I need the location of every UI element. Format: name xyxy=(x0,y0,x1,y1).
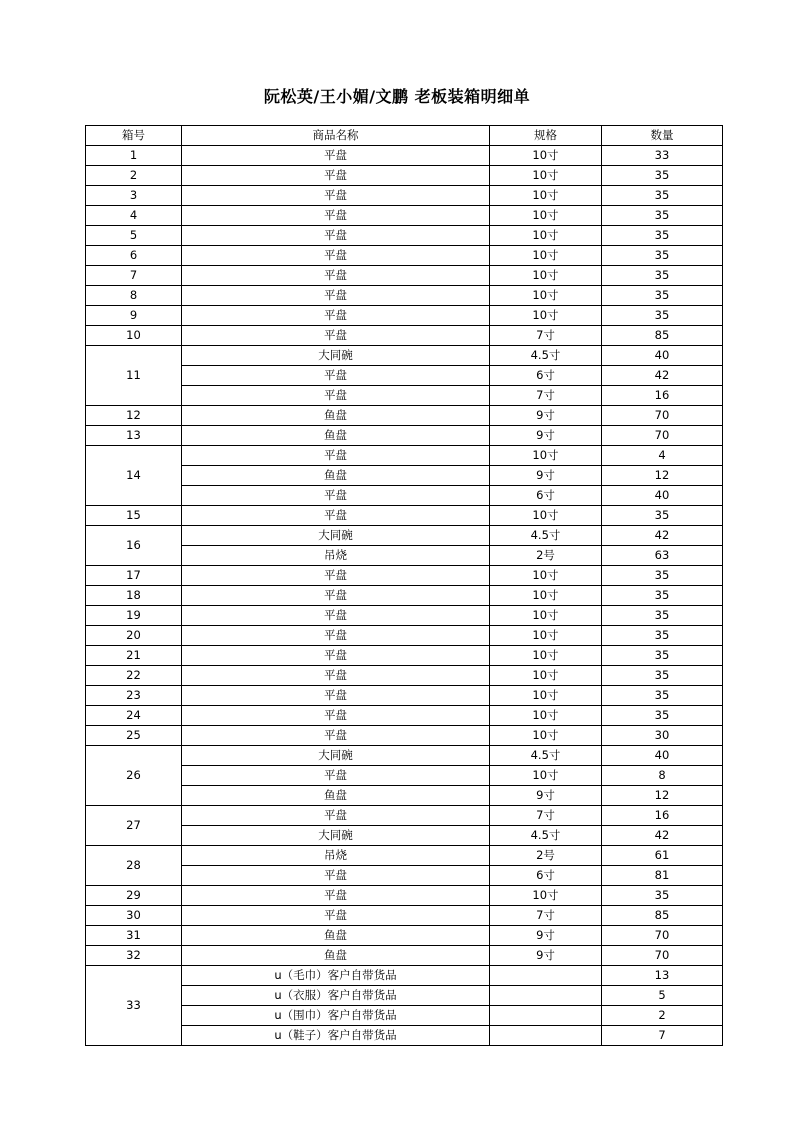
quantity-cell: 40 xyxy=(602,346,723,366)
quantity-cell: 35 xyxy=(602,686,723,706)
quantity-cell: 35 xyxy=(602,166,723,186)
table-row xyxy=(86,1006,723,1026)
table-row xyxy=(86,786,723,806)
spec-cell: 4.5寸 xyxy=(490,526,602,546)
table-row xyxy=(86,626,723,646)
box-number-cell: 13 xyxy=(86,426,182,446)
product-name-cell: u（围巾）客户自带货品 xyxy=(182,1006,490,1026)
box-number-cell: 14 xyxy=(86,446,182,506)
quantity-cell: 35 xyxy=(602,886,723,906)
product-name-cell: 平盘 xyxy=(182,866,490,886)
spec-cell: 7寸 xyxy=(490,326,602,346)
spec-cell: 9寸 xyxy=(490,426,602,446)
header-spec: 规格 xyxy=(490,126,602,146)
quantity-cell: 30 xyxy=(602,726,723,746)
spec-cell: 10寸 xyxy=(490,306,602,326)
table-row xyxy=(86,326,723,346)
spec-cell xyxy=(490,1026,602,1046)
quantity-cell: 33 xyxy=(602,146,723,166)
product-name-cell: u（鞋子）客户自带货品 xyxy=(182,1026,490,1046)
spec-cell: 10寸 xyxy=(490,766,602,786)
product-name-cell: 平盘 xyxy=(182,486,490,506)
box-number-cell: 33 xyxy=(86,966,182,1046)
quantity-cell: 81 xyxy=(602,866,723,886)
spec-cell: 9寸 xyxy=(490,406,602,426)
quantity-cell: 35 xyxy=(602,506,723,526)
quantity-cell: 40 xyxy=(602,486,723,506)
product-name-cell: 平盘 xyxy=(182,306,490,326)
product-name-cell: 平盘 xyxy=(182,286,490,306)
table-row xyxy=(86,546,723,566)
table-row xyxy=(86,846,723,866)
box-number-cell: 19 xyxy=(86,606,182,626)
spec-cell: 2号 xyxy=(490,846,602,866)
product-name-cell: 大同碗 xyxy=(182,746,490,766)
spec-cell: 10寸 xyxy=(490,626,602,646)
quantity-cell: 35 xyxy=(602,706,723,726)
quantity-cell: 2 xyxy=(602,1006,723,1026)
table-row xyxy=(86,666,723,686)
quantity-cell: 35 xyxy=(602,666,723,686)
product-name-cell: 平盘 xyxy=(182,226,490,246)
quantity-cell: 13 xyxy=(602,966,723,986)
product-name-cell: 平盘 xyxy=(182,446,490,466)
quantity-cell: 7 xyxy=(602,1026,723,1046)
spec-cell: 10寸 xyxy=(490,686,602,706)
product-name-cell: 平盘 xyxy=(182,246,490,266)
box-number-cell: 4 xyxy=(86,206,182,226)
box-number-cell: 32 xyxy=(86,946,182,966)
table-row xyxy=(86,266,723,286)
box-number-cell: 27 xyxy=(86,806,182,846)
spec-cell: 10寸 xyxy=(490,606,602,626)
product-name-cell: u（衣服）客户自带货品 xyxy=(182,986,490,1006)
spec-cell: 10寸 xyxy=(490,286,602,306)
box-number-cell: 21 xyxy=(86,646,182,666)
product-name-cell: 平盘 xyxy=(182,766,490,786)
product-name-cell: 平盘 xyxy=(182,626,490,646)
product-name-cell: 鱼盘 xyxy=(182,406,490,426)
table-row xyxy=(86,706,723,726)
box-number-cell: 24 xyxy=(86,706,182,726)
table-row xyxy=(86,686,723,706)
product-name-cell: 平盘 xyxy=(182,586,490,606)
product-name-cell: 大同碗 xyxy=(182,826,490,846)
table-row xyxy=(86,826,723,846)
product-name-cell: u（毛巾）客户自带货品 xyxy=(182,966,490,986)
table-row xyxy=(86,866,723,886)
spec-cell: 10寸 xyxy=(490,706,602,726)
product-name-cell: 大同碗 xyxy=(182,346,490,366)
box-number-cell: 1 xyxy=(86,146,182,166)
box-number-cell: 11 xyxy=(86,346,182,406)
table-row xyxy=(86,746,723,766)
spec-cell: 9寸 xyxy=(490,926,602,946)
spec-cell: 10寸 xyxy=(490,566,602,586)
spec-cell: 9寸 xyxy=(490,466,602,486)
quantity-cell: 35 xyxy=(602,626,723,646)
table-row xyxy=(86,966,723,986)
table-row xyxy=(86,486,723,506)
spec-cell: 4.5寸 xyxy=(490,346,602,366)
spec-cell: 10寸 xyxy=(490,166,602,186)
box-number-cell: 22 xyxy=(86,666,182,686)
product-name-cell: 鱼盘 xyxy=(182,466,490,486)
spec-cell: 10寸 xyxy=(490,886,602,906)
quantity-cell: 16 xyxy=(602,386,723,406)
table-row xyxy=(86,726,723,746)
spec-cell: 10寸 xyxy=(490,186,602,206)
spec-cell: 10寸 xyxy=(490,146,602,166)
quantity-cell: 35 xyxy=(602,586,723,606)
product-name-cell: 平盘 xyxy=(182,686,490,706)
product-name-cell: 平盘 xyxy=(182,646,490,666)
table-row xyxy=(86,586,723,606)
quantity-cell: 35 xyxy=(602,226,723,246)
box-number-cell: 16 xyxy=(86,526,182,566)
quantity-cell: 42 xyxy=(602,526,723,546)
product-name-cell: 平盘 xyxy=(182,146,490,166)
box-number-cell: 15 xyxy=(86,506,182,526)
box-number-cell: 18 xyxy=(86,586,182,606)
box-number-cell: 9 xyxy=(86,306,182,326)
product-name-cell: 平盘 xyxy=(182,806,490,826)
table-row xyxy=(86,766,723,786)
box-number-cell: 29 xyxy=(86,886,182,906)
table-row xyxy=(86,646,723,666)
box-number-cell: 23 xyxy=(86,686,182,706)
box-number-cell: 8 xyxy=(86,286,182,306)
table-row xyxy=(86,386,723,406)
quantity-cell: 70 xyxy=(602,426,723,446)
table-row xyxy=(86,806,723,826)
table-row xyxy=(86,566,723,586)
spec-cell: 10寸 xyxy=(490,646,602,666)
product-name-cell: 平盘 xyxy=(182,326,490,346)
product-name-cell: 平盘 xyxy=(182,906,490,926)
spec-cell: 10寸 xyxy=(490,446,602,466)
quantity-cell: 12 xyxy=(602,466,723,486)
spec-cell xyxy=(490,966,602,986)
box-number-cell: 5 xyxy=(86,226,182,246)
spec-cell: 10寸 xyxy=(490,206,602,226)
box-number-cell: 3 xyxy=(86,186,182,206)
table-row xyxy=(86,146,723,166)
product-name-cell: 鱼盘 xyxy=(182,426,490,446)
quantity-cell: 70 xyxy=(602,946,723,966)
quantity-cell: 42 xyxy=(602,366,723,386)
box-number-cell: 12 xyxy=(86,406,182,426)
box-number-cell: 2 xyxy=(86,166,182,186)
header-box-no: 箱号 xyxy=(86,126,182,146)
spec-cell: 6寸 xyxy=(490,866,602,886)
quantity-cell: 35 xyxy=(602,186,723,206)
product-name-cell: 吊烧 xyxy=(182,546,490,566)
box-number-cell: 6 xyxy=(86,246,182,266)
header-row xyxy=(86,126,723,146)
box-number-cell: 7 xyxy=(86,266,182,286)
product-name-cell: 平盘 xyxy=(182,726,490,746)
table-row xyxy=(86,906,723,926)
product-name-cell: 吊烧 xyxy=(182,846,490,866)
table-row xyxy=(86,406,723,426)
table-row xyxy=(86,886,723,906)
spec-cell: 6寸 xyxy=(490,366,602,386)
spec-cell: 7寸 xyxy=(490,906,602,926)
spec-cell: 6寸 xyxy=(490,486,602,506)
product-name-cell: 大同碗 xyxy=(182,526,490,546)
product-name-cell: 平盘 xyxy=(182,506,490,526)
quantity-cell: 35 xyxy=(602,266,723,286)
product-name-cell: 鱼盘 xyxy=(182,926,490,946)
quantity-cell: 16 xyxy=(602,806,723,826)
table-row xyxy=(86,246,723,266)
product-name-cell: 平盘 xyxy=(182,706,490,726)
table-row xyxy=(86,366,723,386)
product-name-cell: 平盘 xyxy=(182,566,490,586)
table-row xyxy=(86,306,723,326)
box-number-cell: 30 xyxy=(86,906,182,926)
table-row xyxy=(86,466,723,486)
spec-cell xyxy=(490,986,602,1006)
product-name-cell: 平盘 xyxy=(182,666,490,686)
table-row xyxy=(86,186,723,206)
table-row xyxy=(86,986,723,1006)
spec-cell: 7寸 xyxy=(490,386,602,406)
quantity-cell: 42 xyxy=(602,826,723,846)
product-name-cell: 平盘 xyxy=(182,386,490,406)
quantity-cell: 5 xyxy=(602,986,723,1006)
table-row xyxy=(86,166,723,186)
product-name-cell: 平盘 xyxy=(182,366,490,386)
spec-cell: 10寸 xyxy=(490,266,602,286)
spec-cell: 10寸 xyxy=(490,666,602,686)
table-row xyxy=(86,606,723,626)
quantity-cell: 4 xyxy=(602,446,723,466)
spec-cell: 9寸 xyxy=(490,786,602,806)
table-row xyxy=(86,506,723,526)
box-number-cell: 20 xyxy=(86,626,182,646)
box-number-cell: 10 xyxy=(86,326,182,346)
product-name-cell: 平盘 xyxy=(182,266,490,286)
quantity-cell: 70 xyxy=(602,406,723,426)
spec-cell: 10寸 xyxy=(490,726,602,746)
quantity-cell: 63 xyxy=(602,546,723,566)
table-row xyxy=(86,346,723,366)
quantity-cell: 8 xyxy=(602,766,723,786)
quantity-cell: 35 xyxy=(602,286,723,306)
packing-list-table xyxy=(85,125,723,1046)
quantity-cell: 35 xyxy=(602,646,723,666)
table-row xyxy=(86,446,723,466)
page-title: 阮松英/王小媚/文鹏 老板装箱明细单 xyxy=(263,87,531,106)
spec-cell: 7寸 xyxy=(490,806,602,826)
table-row xyxy=(86,946,723,966)
product-name-cell: 平盘 xyxy=(182,886,490,906)
quantity-cell: 85 xyxy=(602,906,723,926)
table-body xyxy=(86,146,723,1046)
quantity-cell: 35 xyxy=(602,206,723,226)
box-number-cell: 31 xyxy=(86,926,182,946)
table-row xyxy=(86,1026,723,1046)
spec-cell: 9寸 xyxy=(490,946,602,966)
spec-cell: 4.5寸 xyxy=(490,746,602,766)
product-name-cell: 鱼盘 xyxy=(182,786,490,806)
header-product-name: 商品名称 xyxy=(182,126,490,146)
box-number-cell: 17 xyxy=(86,566,182,586)
table-row xyxy=(86,286,723,306)
quantity-cell: 35 xyxy=(602,606,723,626)
table-row xyxy=(86,206,723,226)
spec-cell: 4.5寸 xyxy=(490,826,602,846)
product-name-cell: 平盘 xyxy=(182,606,490,626)
header-quantity: 数量 xyxy=(602,126,723,146)
table-row xyxy=(86,926,723,946)
spec-cell: 2号 xyxy=(490,546,602,566)
table-row xyxy=(86,226,723,246)
table-row xyxy=(86,426,723,446)
box-number-cell: 26 xyxy=(86,746,182,806)
product-name-cell: 平盘 xyxy=(182,166,490,186)
spec-cell: 10寸 xyxy=(490,226,602,246)
spec-cell: 10寸 xyxy=(490,506,602,526)
quantity-cell: 35 xyxy=(602,566,723,586)
table-row xyxy=(86,526,723,546)
product-name-cell: 鱼盘 xyxy=(182,946,490,966)
spec-cell: 10寸 xyxy=(490,246,602,266)
quantity-cell: 12 xyxy=(602,786,723,806)
quantity-cell: 61 xyxy=(602,846,723,866)
quantity-cell: 35 xyxy=(602,306,723,326)
quantity-cell: 40 xyxy=(602,746,723,766)
product-name-cell: 平盘 xyxy=(182,186,490,206)
box-number-cell: 28 xyxy=(86,846,182,886)
spec-cell: 10寸 xyxy=(490,586,602,606)
product-name-cell: 平盘 xyxy=(182,206,490,226)
quantity-cell: 85 xyxy=(602,326,723,346)
quantity-cell: 70 xyxy=(602,926,723,946)
quantity-cell: 35 xyxy=(602,246,723,266)
spec-cell xyxy=(490,1006,602,1026)
box-number-cell: 25 xyxy=(86,726,182,746)
